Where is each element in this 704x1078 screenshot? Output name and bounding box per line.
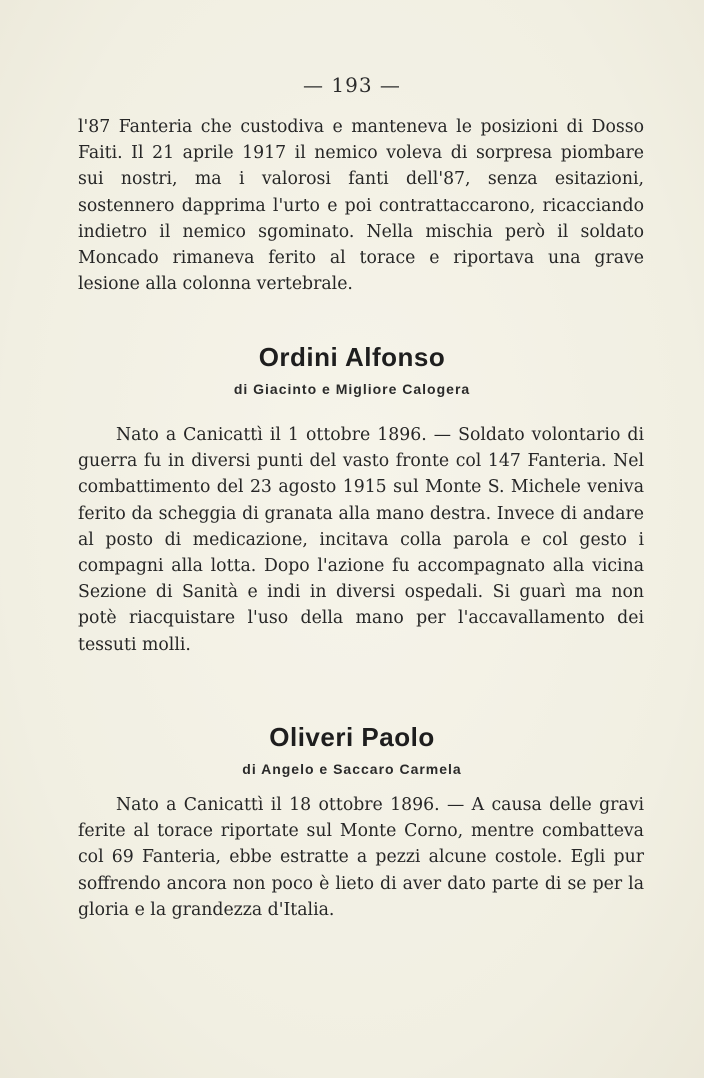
entry-parents-ordini: di Giacinto e Migliore Calogera (233, 381, 471, 397)
page-number: — 193 — (303, 73, 401, 97)
entry-text-oliveri: Nato a Canicattì il 18 ottobre 1896. — A causa delle gravi ferite al torace riportate sul Monte Corno, mentre combatteva col 69 Fanteria, ebbe estratte a pezzi alcune costole. Egli pur soffrendo ancora non poco è lieto di aver dato parte di se per la gloria e la grandezza d'Italia. (78, 795, 644, 920)
entry-parents-oliveri: di Angelo e Saccaro Carmela (242, 761, 462, 777)
entry-name-oliveri: Oliveri Paolo (269, 722, 435, 752)
entry-text-ordini: Nato a Canicattì il 1 ottobre 1896. — Soldato volontario di guerra fu in diversi punti del vasto fronte col 147 Fanteria. Nel combattimento del 23 agosto 1915 sul Monte S. Michele veniva ferito da scheggia di granata alla mano destra. Invece di andare al posto di medicazione, incitava colla parola e col gesto i compagni alla lotta. Dopo l'azione fu accompagnato alla vicina Sezione di Sanità e indi in diversi ospedali. Si guarì ma non potè riacquistare l'uso della mano per l'accavallamento dei tessuti molli. (78, 425, 644, 655)
entry-name-ordini: Ordini Alfonso (258, 342, 446, 372)
intro-paragraph: l'87 Fanteria che custodiva e manteneva le posizioni di Dosso Faiti. Il 21 aprile 1917 il nemico voleva di sorpresa piombare sui nostri, ma i valorosi fanti dell'87, senza esitazioni, sostennero dapprima l'urto e poi contrattaccarono, ricacciando indietro il nemico sgominato. Nella mischia però il soldato Moncado rimaneva ferito al torace e riportava una grave lesione alla colonna vertebrale. (78, 117, 644, 295)
